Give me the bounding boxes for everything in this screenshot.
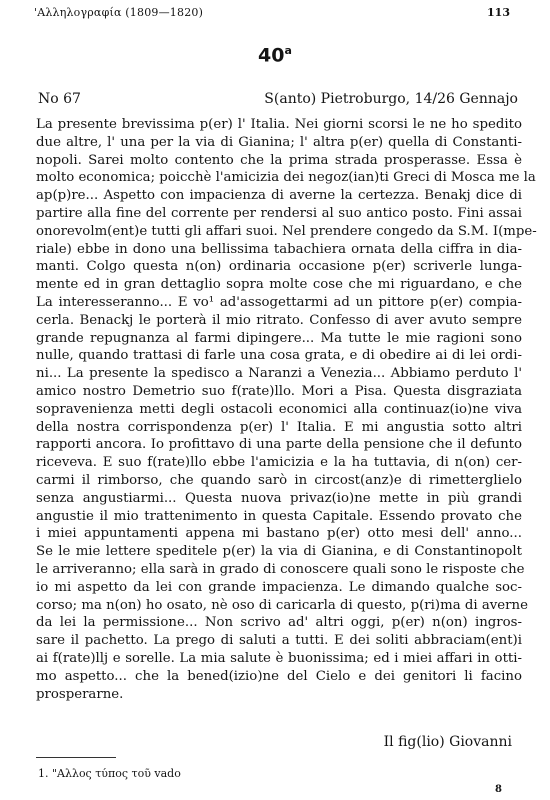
text-line: partire alla fine del corrente per rendersi al suo antico posto. Fini assai bbox=[36, 205, 522, 221]
text-line: senza angustiarmi... Questa nuova privaz(io)ne mette in più grandi bbox=[36, 490, 522, 506]
printer-signature-mark: 8 bbox=[495, 784, 502, 795]
text-line: le arriveranno; ella sarà in grado di conoscere quali sono le risposte che bbox=[36, 561, 525, 577]
text-line: grande repugnanza al farmi dipingere... Ma tutte le mie ragioni sono bbox=[36, 330, 522, 346]
running-head: 'Αλληλογραφία (1809—1820) bbox=[34, 6, 204, 19]
text-line: io mi aspetto da lei con grande impacienza. Le dimando qualche soc- bbox=[36, 579, 522, 595]
text-line: cerla. Benackj le porterà il mio ritrato. Confesso di aver avuto sempre bbox=[36, 312, 522, 328]
text-line: riceveva. E suo f(rate)llo ebbe l'amicizia e la ha tuttavia, di n(on) cer- bbox=[36, 455, 522, 471]
letter-body bbox=[36, 116, 537, 703]
text-line: nopoli. Sarei molto contento che la prima strada prosperasse. Essa è bbox=[36, 152, 522, 168]
text-line: della nostra corrispondenza p(er) l' Italia. E mi angustia sotto altri bbox=[36, 419, 522, 435]
text-line: prosperarne. bbox=[36, 686, 124, 702]
text-line: mente ed in gran dettaglio sopra molte cose che mi riguardano, e che bbox=[36, 277, 522, 293]
text-line: corso; ma n(on) ho osato, nè oso di caricarla di questo, p(ri)ma di averne bbox=[36, 597, 528, 613]
text-line: mo aspetto... che la bened(izio)ne del Cielo e dei genitori li facino bbox=[36, 668, 522, 684]
text-line: angustie il mio trattenimento in questa Capitale. Essendo provato che bbox=[36, 508, 522, 524]
text-line: onorevolm(ent)e tutti gli affari suoi. Nel prendere congedo da S.M. I(mpe- bbox=[36, 223, 537, 239]
document-number: No 67 bbox=[38, 91, 81, 107]
text-line: La interesseranno... E vo¹ ad'assogettarmi ad un pittore p(er) compia- bbox=[36, 294, 522, 310]
dateline: S(anto) Pietroburgo, 14/26 Gennajo bbox=[264, 91, 518, 107]
text-line: i miei appuntamenti appena mi bastano p(er) otto mesi dell' anno... bbox=[36, 526, 522, 542]
text-line: molto economica; poicchè l'amicizia dei negoz(ian)ti Greci di Mosca me la bbox=[36, 170, 536, 186]
text-line: due altre, l' una per la via di Gianina; l' altra p(er) quella di Constanti- bbox=[36, 134, 522, 150]
text-line: nulle, quando trattasi di farle una cosa grata, e di obedire ai di lei ordi- bbox=[36, 348, 522, 364]
text-line: sopravenienza metti degli ostacoli economici alla continuaz(io)ne viva bbox=[36, 401, 522, 417]
letter-number bbox=[0, 44, 550, 66]
letter-number-value: 40 bbox=[258, 44, 285, 67]
text-line: da lei la permissione... Non scrivo ad' altri oggi, p(er) n(on) ingros- bbox=[36, 615, 522, 631]
footnote: 1. "Αλλος τύπος τοῦ vado bbox=[38, 767, 181, 780]
text-line: rapporti ancora. Io profittavo di una parte della pensione che il defunto bbox=[36, 437, 522, 453]
letter-number-suffix: a bbox=[284, 44, 292, 57]
text-line: amico nostro Demetrio suo f(rate)llo. Mori a Pisa. Questa disgraziata bbox=[36, 383, 522, 399]
text-line: ni... La presente la spedisco a Naranzi a Venezia... Abbiamo perduto l' bbox=[36, 366, 522, 382]
text-line: manti. Colgo questa n(on) ordinaria occasione p(er) scriverle lunga- bbox=[36, 259, 522, 275]
page-number: 113 bbox=[487, 6, 510, 19]
signature: Il fig(lio) Giovanni bbox=[383, 734, 512, 750]
text-line: La presente brevissima p(er) l' Italia. Nei giorni scorsi le ne ho spedito bbox=[36, 117, 522, 132]
text-line: sare il pachetto. La prego di saluti a tutti. E dei soliti abbraciam(ent)i bbox=[36, 633, 522, 649]
text-line: ap(p)re... Aspetto con impacienza di averne la certezza. Benakj dice di bbox=[36, 188, 522, 204]
text-line: Se le mie lettere speditele p(er) la via di Gianina, e di Constantinopolt bbox=[36, 544, 522, 560]
footnote-divider bbox=[36, 757, 116, 758]
text-line: ai f(rate)llj e sorelle. La mia salute è buonissima; ed i miei affari in otti- bbox=[36, 650, 522, 666]
text-line: riale) ebbe in dono una bellissima tabachiera ornata della ciffra in dia- bbox=[36, 241, 522, 257]
text-line: carmi il rimborso, che quando sarò in circost(anz)e di rimetterglielo bbox=[36, 472, 522, 488]
